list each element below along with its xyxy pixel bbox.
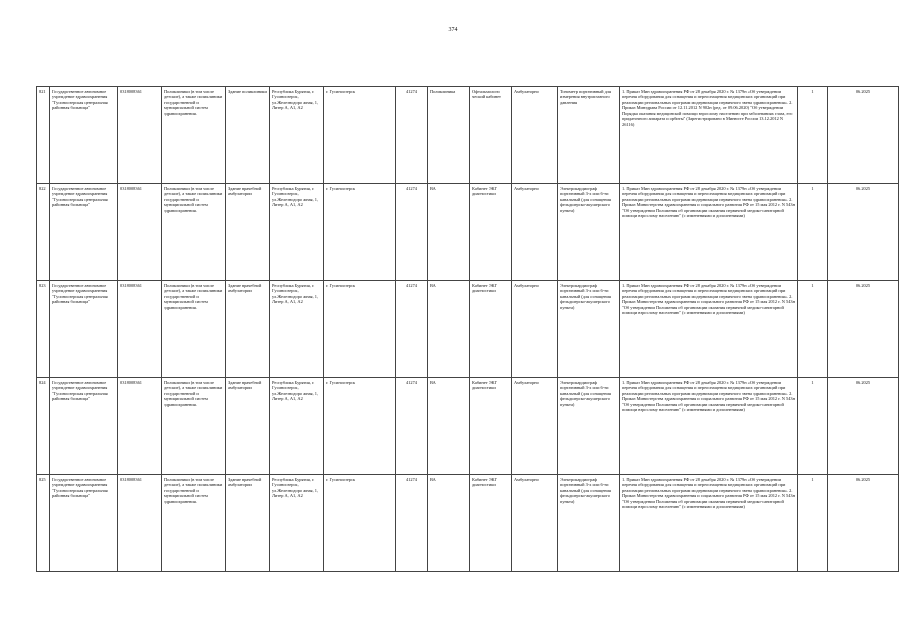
equipment-registry-table: [36, 86, 899, 572]
inn-cell: 0318008361: [118, 378, 162, 475]
quantity-cell: 1: [798, 184, 828, 281]
unit-cell: ВА: [428, 281, 470, 378]
organization-cell: Государственное автономное учреждение здравоохранения "Гусиноозерская центральная районная больница": [50, 475, 118, 572]
address-cell: Республика Бурятия, г. Гусиноозерск, ул.Железнодоро жная, 1, Литер А, А1, А2: [270, 184, 324, 281]
care-type-cell: Амбулаторно: [512, 475, 558, 572]
row-number-cell: 825: [37, 475, 50, 572]
equipment-cell: Тонометр портативный для измерения внутриглазного давления: [558, 87, 620, 184]
inn-cell: 0318008361: [118, 281, 162, 378]
room-cell: Кабинет ЭКГ диагностики: [470, 475, 512, 572]
facility-category-cell: Поликлиники (в том числе детские), а также поликлиники государственной и муниципальной систем здравоохранения.: [162, 87, 226, 184]
deadline-cell: 06.2025: [828, 184, 899, 281]
facility-category-cell: Поликлиники (в том числе детские), а также поликлиники государственной и муниципальной систем здравоохранения.: [162, 378, 226, 475]
quantity-cell: 1: [798, 475, 828, 572]
inn-cell: 0318008361: [118, 87, 162, 184]
building-cell: Здание врачебной амбулатории: [226, 378, 270, 475]
unit-cell: ВА: [428, 378, 470, 475]
quantity-cell: 1: [798, 281, 828, 378]
organization-cell: Государственное автономное учреждение здравоохранения "Гусиноозерская центральная районная больница": [50, 87, 118, 184]
building-cell: Здание врачебной амбулатории: [226, 475, 270, 572]
table-row: [37, 281, 899, 378]
table-row: [37, 475, 899, 572]
room-cell: Кабинет ЭКГ диагностики: [470, 184, 512, 281]
city-cell: г. Гусиноозерск: [324, 184, 396, 281]
care-type-cell: Амбулаторно: [512, 87, 558, 184]
legal-basis-cell: 1. Приказ Мин здравоохранения РФ от 28 декабря 2020 г. № 1379н «Об утверждении перечня оборудования для оснащения и переоснащения медицинских организаций при реализации региональных программ модернизации первичного звена здравоохранения». 2. Приказ Министерства здравоохранения и социального развития РФ от 15 мая 2012 г. N 543н "Об утверждении Положения об организации оказания первичной медико-санитарной помощи взрослому населению" (с изменениями и дополнениями): [620, 475, 798, 572]
row-number-cell: 821: [37, 87, 50, 184]
care-type-cell: Амбулаторно: [512, 184, 558, 281]
building-cell: Здание врачебной амбулатории: [226, 281, 270, 378]
care-type-cell: Амбулаторно: [512, 281, 558, 378]
equipment-cell: Электрокардиограф портативный 3-х или 6-ти канальный (для оснащения фельдшерско-акушерского пункта): [558, 184, 620, 281]
row-number-cell: 822: [37, 184, 50, 281]
row-number-cell: 823: [37, 281, 50, 378]
city-cell: г. Гусиноозерск: [324, 378, 396, 475]
deadline-cell: 06.2025: [828, 281, 899, 378]
oktmo-code-cell: 41274: [396, 87, 428, 184]
inn-cell: 0318008361: [118, 475, 162, 572]
room-cell: Кабинет ЭКГ диагностики: [470, 378, 512, 475]
unit-cell: ВА: [428, 184, 470, 281]
oktmo-code-cell: 41274: [396, 378, 428, 475]
building-cell: Здание врачебной амбулатории: [226, 184, 270, 281]
table-row: [37, 378, 899, 475]
city-cell: г. Гусиноозерск: [324, 87, 396, 184]
facility-category-cell: Поликлиники (в том числе детские), а также поликлиники государственной и муниципальной систем здравоохранения.: [162, 184, 226, 281]
inn-cell: 0318008361: [118, 184, 162, 281]
city-cell: г. Гусиноозерск: [324, 281, 396, 378]
building-cell: Здание поликлиники: [226, 87, 270, 184]
oktmo-code-cell: 41274: [396, 281, 428, 378]
address-cell: Республика Бурятия, г. Гусиноозерск, ул.Железнодоро жная, 1, Литер А, А1, А2: [270, 281, 324, 378]
deadline-cell: 06.2025: [828, 378, 899, 475]
table-row: [37, 87, 899, 184]
deadline-cell: 06.2025: [828, 475, 899, 572]
oktmo-code-cell: 41274: [396, 184, 428, 281]
care-type-cell: Амбулаторно: [512, 378, 558, 475]
equipment-cell: Электрокардиограф портативный 3-х или 6-ти канальный (для оснащения фельдшерско-акушерского пункта): [558, 378, 620, 475]
row-number-cell: 824: [37, 378, 50, 475]
equipment-cell: Электрокардиограф портативный 3-х или 6-ти канальный (для оснащения фельдшерско-акушерского пункта): [558, 281, 620, 378]
organization-cell: Государственное автономное учреждение здравоохранения "Гусиноозерская центральная районная больница": [50, 378, 118, 475]
address-cell: Республика Бурятия, г. Гусиноозерск, ул.Железнодоро жная, 1, Литер А, А1, А2: [270, 378, 324, 475]
legal-basis-cell: 1. Приказ Мин здравоохранения РФ от 28 декабря 2020 г. № 1379н «Об утверждении перечня оборудования для оснащения и переоснащения медицинских организаций при реализации региональных программ модернизации первичного звена здравоохранения». 2. Приказ Министерства здравоохранения и социального развития РФ от 15 мая 2012 г. N 543н "Об утверждении Положения об организации оказания первичной медико-санитарной помощи взрослому населению" (с изменениями и дополнениями): [620, 184, 798, 281]
address-cell: Республика Бурятия, г. Гусиноозерск, ул.Железнодоро жная, 1, Литер А, А1, А2: [270, 475, 324, 572]
equipment-cell: Электрокардиограф портативный 3-х или 6-ти канальный (для оснащения фельдшерско-акушерского пункта): [558, 475, 620, 572]
organization-cell: Государственное автономное учреждение здравоохранения "Гусиноозерская центральная районная больница": [50, 184, 118, 281]
deadline-cell: 06.2025: [828, 87, 899, 184]
page-number: 374: [448, 27, 458, 33]
table-row: [37, 184, 899, 281]
city-cell: г. Гусиноозерск: [324, 475, 396, 572]
legal-basis-cell: 1. Приказ Мин здравоохранения РФ от 28 декабря 2020 г. № 1379н «Об утверждении перечня оборудования для оснащения и переоснащения медицинских организаций при реализации региональных программ модернизации первичного звена здравоохранения». 2. Приказ Министерства здравоохранения и социального развития РФ от 15 мая 2012 г. N 543н "Об утверждении Положения об организации оказания первичной медико-санитарной помощи взрослому населению" (с изменениями и дополнениями): [620, 378, 798, 475]
organization-cell: Государственное автономное учреждение здравоохранения "Гусиноозерская центральная районная больница": [50, 281, 118, 378]
quantity-cell: 1: [798, 378, 828, 475]
unit-cell: ВА: [428, 475, 470, 572]
room-cell: Офтальмологи ческий кабинет: [470, 87, 512, 184]
facility-category-cell: Поликлиники (в том числе детские), а также поликлиники государственной и муниципальной систем здравоохранения.: [162, 475, 226, 572]
oktmo-code-cell: 41274: [396, 475, 428, 572]
legal-basis-cell: 1. Приказ Мин здравоохранения РФ от 28 декабря 2020 г. № 1379н «Об утверждении перечня оборудования для оснащения и переоснащения медицинских организаций при реализации региональных программ модернизации первичного звена здравоохранения». 2. Приказ Министерства здравоохранения и социального развития РФ от 15 мая 2012 г. N 543н "Об утверждении Положения об организации оказания первичной медико-санитарной помощи взрослому населению" (с изменениями и дополнениями): [620, 281, 798, 378]
room-cell: Кабинет ЭКГ диагностики: [470, 281, 512, 378]
quantity-cell: 1: [798, 87, 828, 184]
unit-cell: Поликлиника: [428, 87, 470, 184]
address-cell: Республика Бурятия, г. Гусиноозерск, ул.Железнодоро жная, 1, Литер А, А1, А2: [270, 87, 324, 184]
facility-category-cell: Поликлиники (в том числе детские), а также поликлиники государственной и муниципальной систем здравоохранения.: [162, 281, 226, 378]
legal-basis-cell: 1. Приказ Мин здравоохранения РФ от 28 декабря 2020 г. № 1379н «Об утверждении перечня оборудования для оснащения и переоснащения медицинских организаций при реализации региональных программ модернизации первичного звена здравоохранения». 2. Приказ Минздрава России от 12.11.2012 N 902н (ред. от 09.06.2020) "Об утверждении Порядка оказания медицинской помощи взрослому населению при заболеваниях глаза, его придаточного аппарата и орбиты" (Зарегистрировано в Минюсте России 13.12.2012 N 26116): [620, 87, 798, 184]
